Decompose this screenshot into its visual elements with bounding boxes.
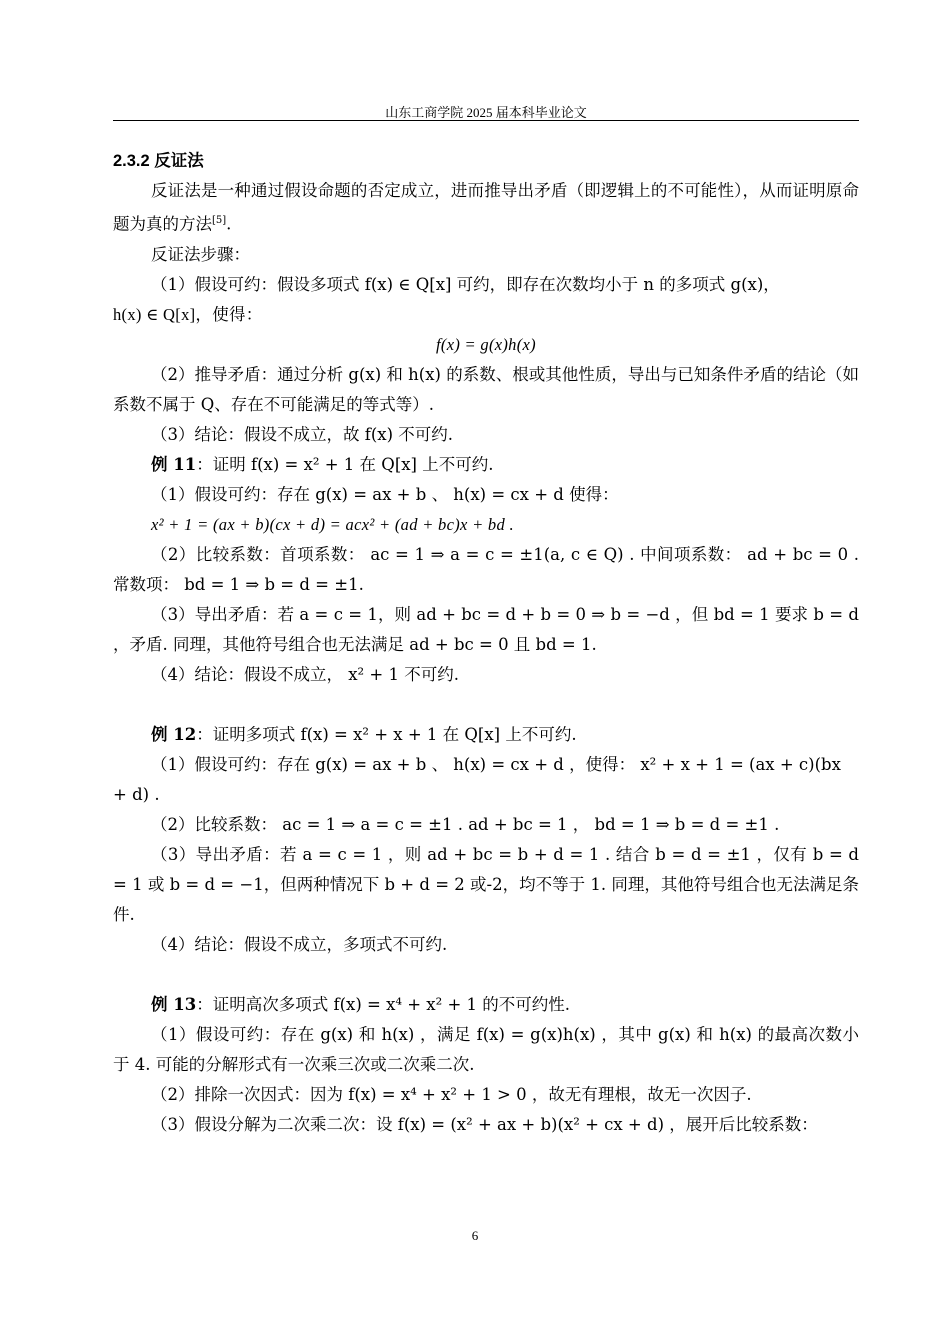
page-number: 6 — [471, 1228, 479, 1243]
section-heading: 2.3.2 反证法 — [113, 152, 204, 170]
example-12-step-1: （1）假设可约：存在 g(x) = ax + b 、 h(x) = cx + d ，使得： x² + x + 1 = (ax + c)(bx + d) . — [113, 754, 841, 804]
example-13-label: 例 13 — [151, 994, 197, 1014]
example-13-step-1: （1）假设可约：存在 g(x) 和 h(x) ，满足 f(x) = g(x)h(x) ，其中 g(x) 和 h(x) 的最高次数小于 4. 可能的分解形式有一次乘三次或二次乘二次. — [113, 1024, 859, 1074]
example-11-step-2: （2）比较系数：首项系数： ac = 1 ⇒ a = c = ±1(a, c ∈ Q) . 中间项系数： ad + bc = 0 . 常数项： bd = 1 ⇒ b = d = ±1. — [113, 544, 859, 594]
intro-text-end: . — [226, 214, 232, 234]
example-13-step-3: （3）假设分解为二次乘二次：设 f(x) = (x² + ax + b)(x² + cx + d) ，展开后比较系数： — [151, 1114, 818, 1134]
running-header: 山东工商学院 2025 届本科毕业论文 — [385, 105, 587, 120]
example-12-label: 例 12 — [151, 724, 197, 744]
citation-ref: [5] — [212, 215, 227, 226]
spacer — [113, 690, 859, 720]
step-1-equation: f(x) = g(x)h(x) — [436, 334, 536, 354]
step-1-line-2: h(x) ∈ Q[x]，使得： — [113, 304, 263, 324]
example-12-title — [113, 720, 859, 750]
intro-text: 反证法是一种通过假设命题的否定成立，进而推导出矛盾（即逻辑上的不可能性），从而证明原命题为真的方法 — [113, 181, 859, 234]
step-1-line-1: （1）假设可约：假设多项式 f(x) ∈ Q[x] 可约，即存在次数均小于 n 的多项式 g(x)， — [151, 274, 780, 294]
example-13-title — [113, 990, 859, 1020]
step-3: （3）结论：假设不成立，故 f(x) 不可约. — [151, 424, 454, 444]
example-11-step-4: （4）结论：假设不成立， x² + 1 不可约. — [151, 664, 459, 684]
example-11-title — [113, 450, 859, 480]
example-11-equation: x² + 1 = (ax + b)(cx + d) = acx² + (ad + bc)x + bd . — [151, 514, 514, 534]
example-13-statement: ：证明高次多项式 f(x) = x⁴ + x² + 1 的不可约性. — [196, 994, 571, 1014]
header-rule — [113, 120, 859, 121]
example-12-statement: ：证明多项式 f(x) = x² + x + 1 在 Q[x] 上不可约. — [196, 724, 577, 744]
example-12-step-3: （3）导出矛盾：若 a = c = 1 ，则 ad + bc = b + d = 1 . 结合 b = d = ±1 ，仅有 b = d = 1 或 b = d = −1，但两种情况下 b + d = 2 或-2，均不等于 1. 同理，其他符号组合也无法满足条件. — [113, 844, 859, 924]
step-2: （2）推导矛盾：通过分析 g(x) 和 h(x) 的系数、根或其他性质，导出与已知条件矛盾的结论（如系数不属于 Q、存在不可能满足的等式等）. — [113, 364, 859, 414]
spacer — [113, 960, 859, 990]
example-11-label: 例 11 — [151, 454, 197, 474]
example-13-step-2: （2）排除一次因式：因为 f(x) = x⁴ + x² + 1 > 0 ，故无有理根，故无一次因子. — [151, 1084, 752, 1104]
example-12-step-4: （4）结论：假设不成立，多项式不可约. — [151, 934, 448, 954]
example-11-statement: ：证明 f(x) = x² + 1 在 Q[x] 上不可约. — [196, 454, 494, 474]
intro-paragraph — [113, 176, 859, 240]
steps-title: 反证法步骤： — [151, 244, 250, 264]
example-11-step-3: （3）导出矛盾：若 a = c = 1，则 ad + bc = d + b = 0 ⇒ b = −d ，但 bd = 1 要求 b = d ，矛盾. 同理，其他符号组合也无法满足 ad + bc = 0 且 bd = 1. — [113, 604, 859, 654]
example-11-step-1: （1）假设可约：存在 g(x) = ax + b 、 h(x) = cx + d 使得： — [151, 484, 619, 504]
example-12-step-2: （2）比较系数： ac = 1 ⇒ a = c = ±1 . ad + bc = 1 ， bd = 1 ⇒ b = d = ±1 . — [151, 814, 780, 834]
page-body — [113, 146, 859, 1140]
